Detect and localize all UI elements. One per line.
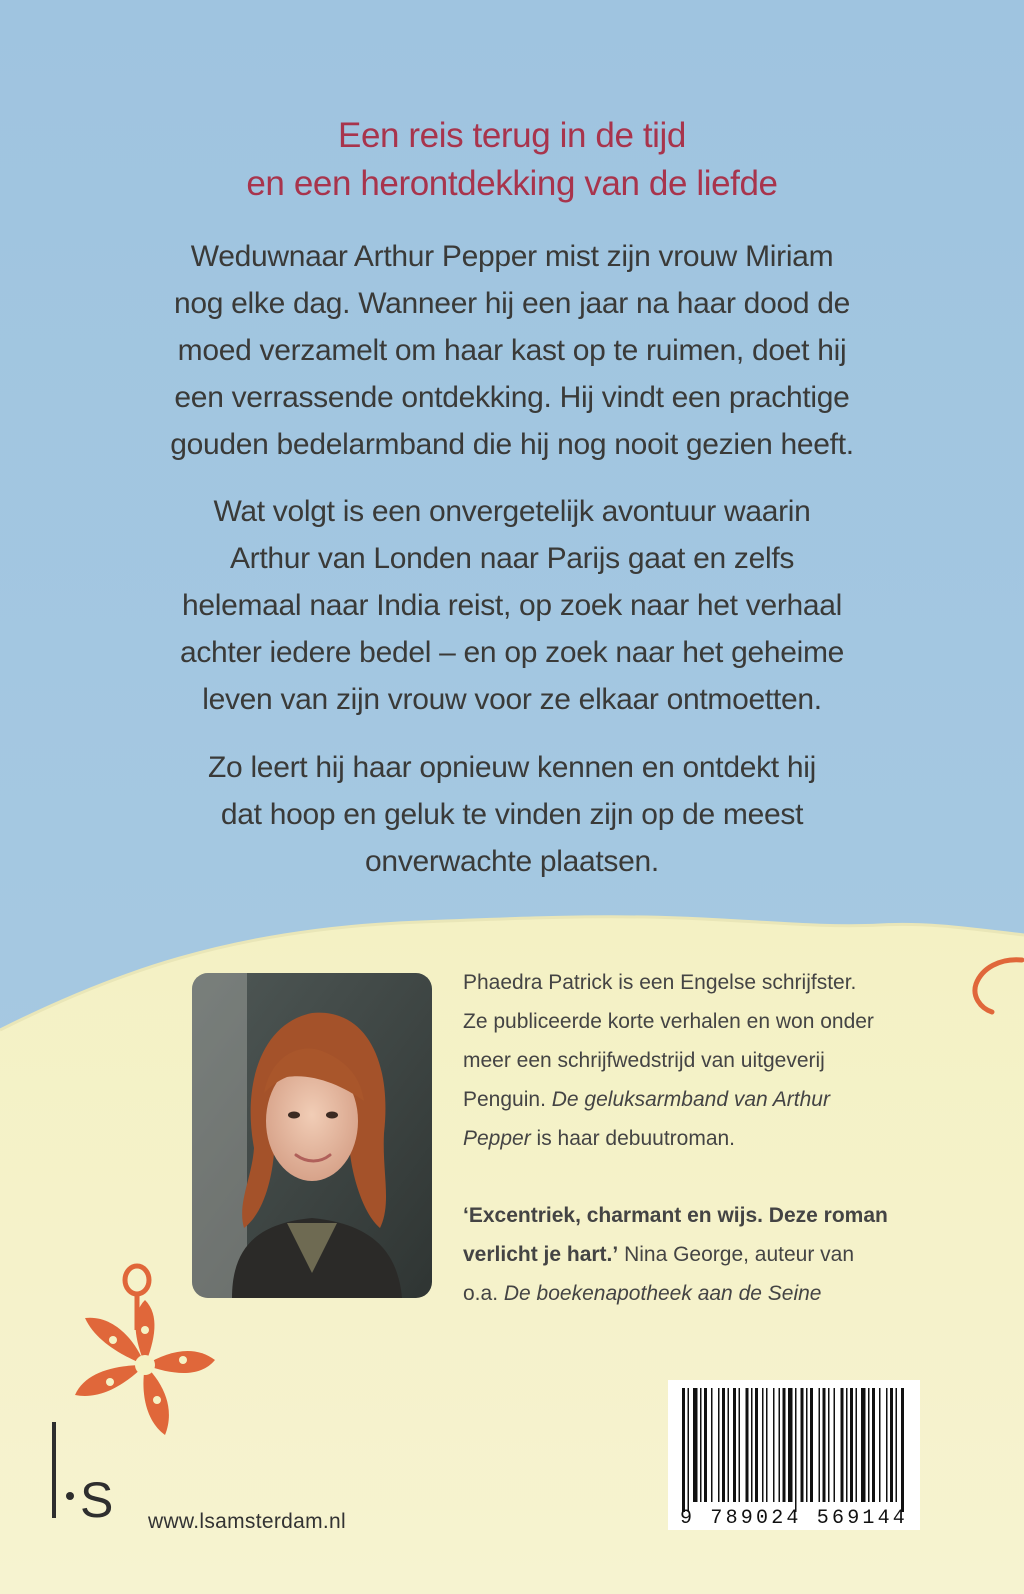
swirl-ornament [940, 950, 1024, 1030]
book-title: Pepper [463, 1127, 531, 1150]
book-title: De boekenapotheek aan de Seine [503, 1282, 822, 1305]
publisher-logo-letter: S [80, 1472, 114, 1522]
isbn-digits: 9 789024 569144 [679, 1507, 909, 1530]
review-quote: ‘Excentriek, charmant en wijs. Deze roman [463, 1204, 888, 1227]
bio-line-3: meer een schrijfwedstrijd van uitgeverij [463, 1049, 825, 1072]
bio-line-1 [463, 963, 933, 1002]
blurb-line: Arthur van Londen naar Parijs gaat en zelfs [229, 542, 795, 575]
bio-text: is een Engelse schrijfster. [612, 971, 857, 994]
tagline-line-2: en een herontdekking van de liefde [246, 164, 778, 203]
blurb-line: achter iedere bedel – en op zoek naar het geheime [179, 636, 845, 669]
bio-line-2: Ze publiceerde korte verhalen en won onder [463, 1010, 874, 1033]
quote-attribution: o.a. [463, 1282, 504, 1305]
blurb-line: een verrassende ontdekking. Hij vindt een prachtige [174, 381, 850, 414]
publisher-website: www.lsamsterdam.nl [148, 1510, 346, 1533]
blurb-line: nog elke dag. Wanneer hij een jaar na haar dood de [173, 287, 851, 320]
bio-line-5 [463, 1119, 933, 1158]
bio-text: is haar debuutroman. [530, 1127, 736, 1150]
blurb-line: leven van zijn vrouw voor ze elkaar ontmoetten. [202, 683, 822, 716]
review-quote: verlicht je hart.’ [463, 1243, 619, 1266]
author-name: Phaedra Patrick [463, 971, 613, 994]
quote-line-1 [463, 1196, 933, 1235]
blurb-line: moed verzamelt om haar kast op te ruimen, doet hij [177, 334, 847, 367]
blurb-line: gouden bedelarmband die hij nog nooit gezien heeft. [170, 428, 854, 461]
publisher-logo [46, 1422, 136, 1522]
blurb-line: Wat volgt is een onvergetelijk avontuur waarin [213, 495, 811, 528]
blurb-line: dat hoop en geluk te vinden zijn op de meest [220, 798, 804, 831]
author-photo [192, 973, 432, 1298]
quote-attribution: Nina George, auteur van [618, 1243, 855, 1266]
book-title: De geluksarmband van Arthur [551, 1088, 830, 1111]
blurb-line: Zo leert hij haar opnieuw kennen en ontdekt hij [208, 751, 816, 784]
quote-line-2 [463, 1235, 933, 1274]
author-portrait-image [192, 973, 432, 1298]
blurb-line: helemaal naar India reist, op zoek naar het verhaal [181, 589, 843, 622]
blurb-line: onverwachte plaatsen. [365, 845, 659, 878]
quote-line-3 [463, 1274, 933, 1313]
bio-text: Penguin. [463, 1088, 552, 1111]
tagline-line-1: Een reis terug in de tijd [338, 116, 686, 155]
bio-line-4 [463, 1080, 933, 1119]
blurb-line: Weduwnaar Arthur Pepper mist zijn vrouw Miriam [190, 240, 834, 273]
